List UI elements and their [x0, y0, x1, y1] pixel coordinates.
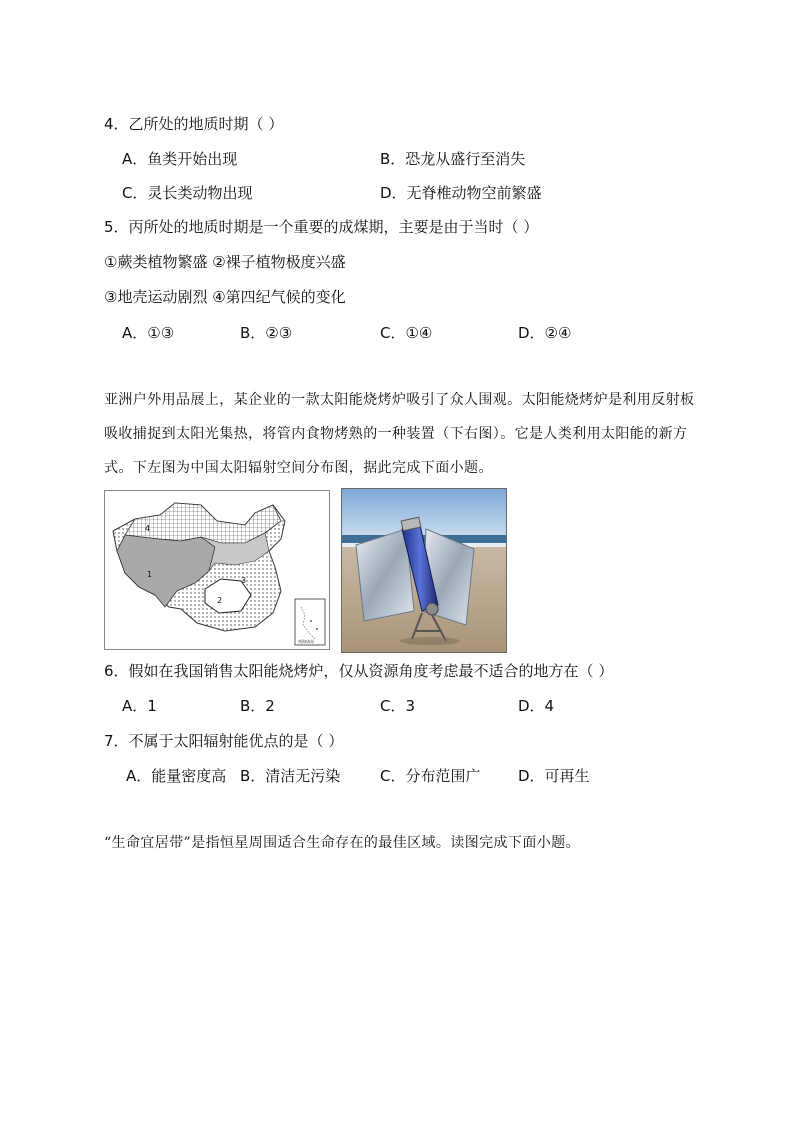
q7-option-b: B．清洁无污染 [240, 767, 341, 785]
q4-option-c: C．灵长类动物出现 [122, 184, 253, 202]
q5-option-b: B．②③ [240, 324, 293, 342]
q7-option-d: D．可再生 [518, 767, 590, 785]
solar-grill-photo [341, 488, 507, 653]
map-region-label-4: 4 [145, 524, 151, 533]
solar-grill-passage: 亚洲户外用品展上，某企业的一款太阳能烧烤炉吸引了众人围观。太阳能烧烤炉是利用反射板吸收捕捉到太阳光集热，将管内食物烤熟的一种装置（下右图）。它是人类利用太阳能的新方式。下左图为中国太阳辐射空间分布图，据此完成下面小题。 [104, 392, 695, 476]
question-4-stem: 4．乙所处的地质时期（ ） [104, 115, 284, 133]
q4-option-d: D．无脊椎动物空前繁盛 [380, 184, 542, 202]
map-region-label-2: 2 [217, 596, 223, 605]
q5-choices-line-1: ①蕨类植物繁盛 ②裸子植物极度兴盛 [104, 253, 346, 271]
q7-option-a: A．能量密度高 [126, 767, 227, 785]
map-region-label-3: 3 [241, 576, 247, 585]
q6-option-b: B．2 [240, 697, 275, 715]
q6-option-c: C．3 [380, 697, 416, 715]
q5-option-c: C．①④ [380, 324, 433, 342]
south-china-sea-inset-label: 南海诸岛 [298, 639, 314, 644]
map-graphic [105, 491, 329, 649]
q6-option-d: D．4 [518, 697, 555, 715]
q5-option-a: A．①③ [122, 324, 175, 342]
question-6-stem: 6．假如在我国销售太阳能烧烤炉，仅从资源角度考虑最不适合的地方在（ ） [104, 662, 614, 680]
question-5-stem: 5．丙所处的地质时期是一个重要的成煤期，主要是由于当时（ ） [104, 218, 539, 236]
china-solar-radiation-map [104, 490, 330, 650]
habitable-zone-passage: “生命宜居带”是指恒星周围适合生命存在的最佳区域。读图完成下面小题。 [104, 835, 580, 851]
map-region-label-1: 1 [147, 570, 153, 579]
question-7-stem: 7．不属于太阳辐射能优点的是（ ） [104, 732, 344, 750]
q7-option-c: C．分布范围广 [380, 767, 481, 785]
q6-option-a: A．1 [122, 697, 157, 715]
q5-choices-line-2: ③地壳运动剧烈 ④第四纪气候的变化 [104, 288, 346, 306]
solar-grill-photo-graphic [342, 489, 506, 652]
q4-option-a: A．鱼类开始出现 [122, 150, 238, 168]
q4-option-b: B．恐龙从盛行至消失 [380, 150, 526, 168]
q5-option-d: D．②④ [518, 324, 572, 342]
